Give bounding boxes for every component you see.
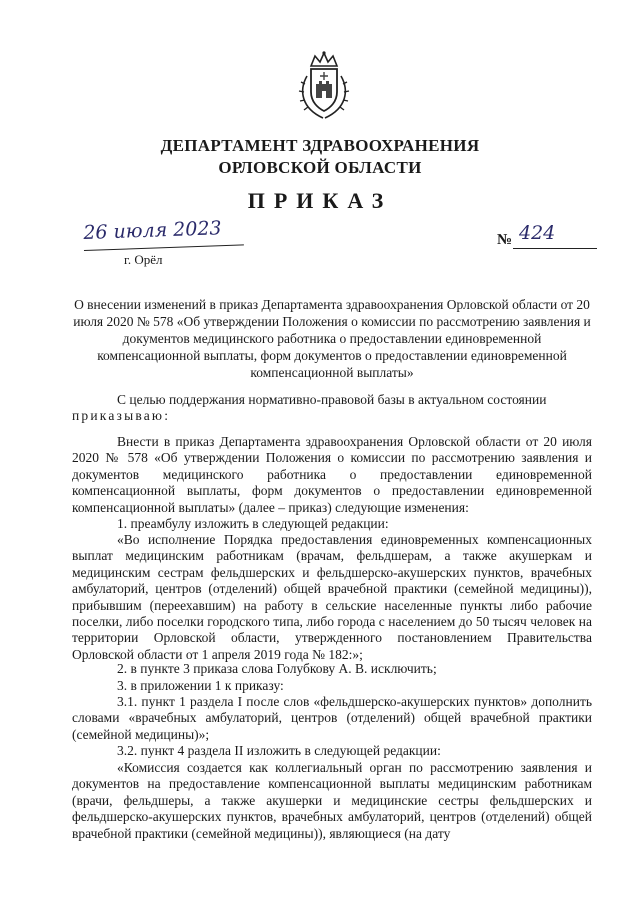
paragraph-1: Внести в приказ Департамента здравоохранения Орловской области от 20 июля 2020 № 578 «Об утверждении Положения о комиссии по рассмотрению заявления и документов медицинского работника о предоставлении единовременной компенсационной выплаты, форм документов о предоставлении единовременной компенсационной выплаты» (далее – приказ) следующие изменения:	[72, 434, 592, 515]
document-type-title: ПРИКАЗ	[247, 188, 393, 213]
preamble-text: С целью поддержания нормативно-правовой базы в актуальном состоянии	[117, 392, 547, 407]
paragraph-4: 2. в пункте 3 приказа слова Голубкову А. В. исключить;	[117, 661, 437, 676]
paragraph-8: «Комиссия создается как коллегиальный орган по рассмотрению заявления и документов на предоставление компенсационной выплаты медицинским работникам (врачи, фельдшеры, а также акушерки и медицинские сестры фельдшерских и фельдшерско-акушерских пунктов, врачебных амбулаторий, центров (отделений) общей врачебной практики (семейной медицины)), являющиеся (на дату	[72, 760, 592, 841]
department-name-line1: ДЕПАРТАМЕНТ ЗДРАВООХРАНЕНИЯ	[160, 136, 480, 155]
paragraph-5: 3. в приложении 1 к приказу:	[117, 678, 284, 693]
city-name: г. Орёл	[124, 252, 163, 267]
paragraph-7: 3.2. пункт 4 раздела II изложить в следующей редакции:	[117, 743, 441, 758]
order-word: приказываю:	[72, 408, 171, 423]
number-label: №	[497, 232, 513, 248]
coat-of-arms-emblem	[297, 50, 351, 122]
paragraph-2: 1. преамбулу изложить в следующей редакции:	[117, 516, 389, 531]
department-name-line2: ОРЛОВСКОЙ ОБЛАСТИ	[218, 158, 422, 177]
paragraph-6: 3.1. пункт 1 раздела I после слов «фельдшерско-акушерских пунктов» дополнить словами «врачебных амбулаторий, центров (отделений) общей врачебной практики (семейной медицины)»;	[72, 694, 592, 742]
order-subject: О внесении изменений в приказ Департамента здравоохранения Орловской области от 20 июля 2020 № 578 «Об утверждении Положения о комиссии по рассмотрению заявления и документов медицинского работника о предоставлении единовременной компенсационной выплаты, форм документов о предоставлении единовременной компенсационной выплаты»	[73, 297, 591, 380]
paragraph-3: «Во исполнение Порядка предоставления единовременных компенсационных выплат медицинским работникам (врачам, фельдшерам, а также акушеркам и медицинским сестрам фельдшерских и фельдшерско-акушерских пунктов, врачебных амбулаторий, центров (отделений) общей врачебной практики (семейной медицины)), прибывшим (переехавшим) на работу в сельские населенные пункты либо рабочие поселки, либо поселки городского типа, либо города с населением до 50 тысяч человек на территории Орловской области, утвержденного постановлением Правительства Орловской области от 1 апреля 2019 года № 182:»;	[72, 532, 592, 662]
handwritten-order-number: 424	[513, 222, 597, 249]
handwritten-date: 26 июля 2023	[83, 216, 244, 251]
